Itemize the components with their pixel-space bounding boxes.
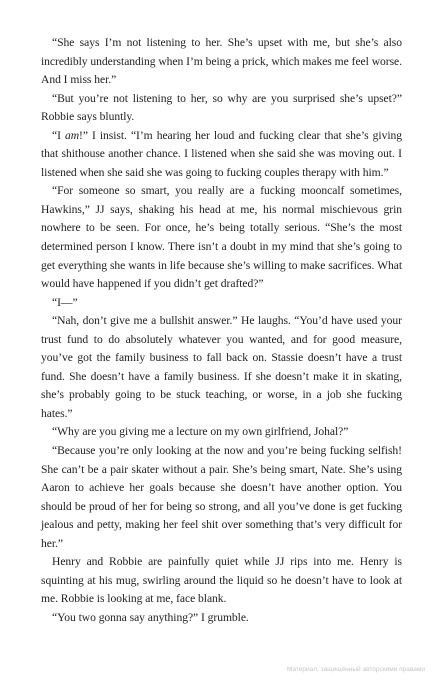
paragraph-text: !” I insist. “I’m hearing her loud and fucking clear that she’s giving that shithouse another chance. I listened when she said she was moving out. I listened when she said she was going to fucking couples therapy with him.” (41, 128, 402, 179)
paragraph: “Nah, don’t give me a bullshit answer.” He laughs. “You’d have used your trust fund to do absolutely whatever you wanted, and for good measure, you’ve got the family business to fall back on. Stassie doesn’t have a trust fund. She doesn’t have a family business. If she doesn’t make it in skating, she’s probably going to be stuck teaching, or worse, in a job she fucking hates.” (41, 314, 402, 420)
paragraph-text: “I (52, 128, 65, 142)
paragraph: “Because you’re only looking at the now and you’re being fucking selfish! She can’t be a pair skater without a pair. She’s being smart, Nate. She’s using Aaron to achieve her goals because she doesn’t have another option. You should be proud of her for being so strong, and all you’ve done is get fucking jealous and petty, making her feel shit over something that’s very difficult for her.” (41, 444, 402, 550)
copyright-watermark: Материал, защищённый авторскими правами (286, 666, 425, 673)
emphasis: am (64, 128, 80, 142)
paragraph: “You two gonna say anything?” I grumble. (52, 610, 249, 624)
paragraph: Henry and Robbie are painfully quiet while JJ rips into me. Henry is squinting at his mug, swirling around the liquid so he doesn’t have to look at me. Robbie is looking at me, face blank. (41, 555, 402, 606)
paragraph: “She says I’m not listening to her. She’s upset with me, but she’s also incredibly understanding when I’m being a prick, which makes me feel worse. And I miss her.” (41, 36, 402, 87)
paragraph: “For someone so smart, you really are a fucking mooncalf sometimes, Hawkins,” JJ says, shaking his head at me, his normal mischievous grin nowhere to be seen. For once, he’s being totally serious. “She’s the most determined person I know. There isn’t a doubt in my mind that she’s going to get everything she wants in life because she’s willing to make sacrifices. What would have happened if you didn’t get drafted?” (41, 184, 402, 291)
book-page-text (41, 34, 402, 628)
paragraph (41, 127, 402, 183)
paragraph: “I—” (52, 295, 78, 309)
paragraph: “Why are you giving me a lecture on my own girlfriend, Johal?” (52, 425, 349, 439)
paragraph: “But you’re not listening to her, so why are you surprised she’s upset?” Robbie says bluntly. (41, 91, 402, 124)
